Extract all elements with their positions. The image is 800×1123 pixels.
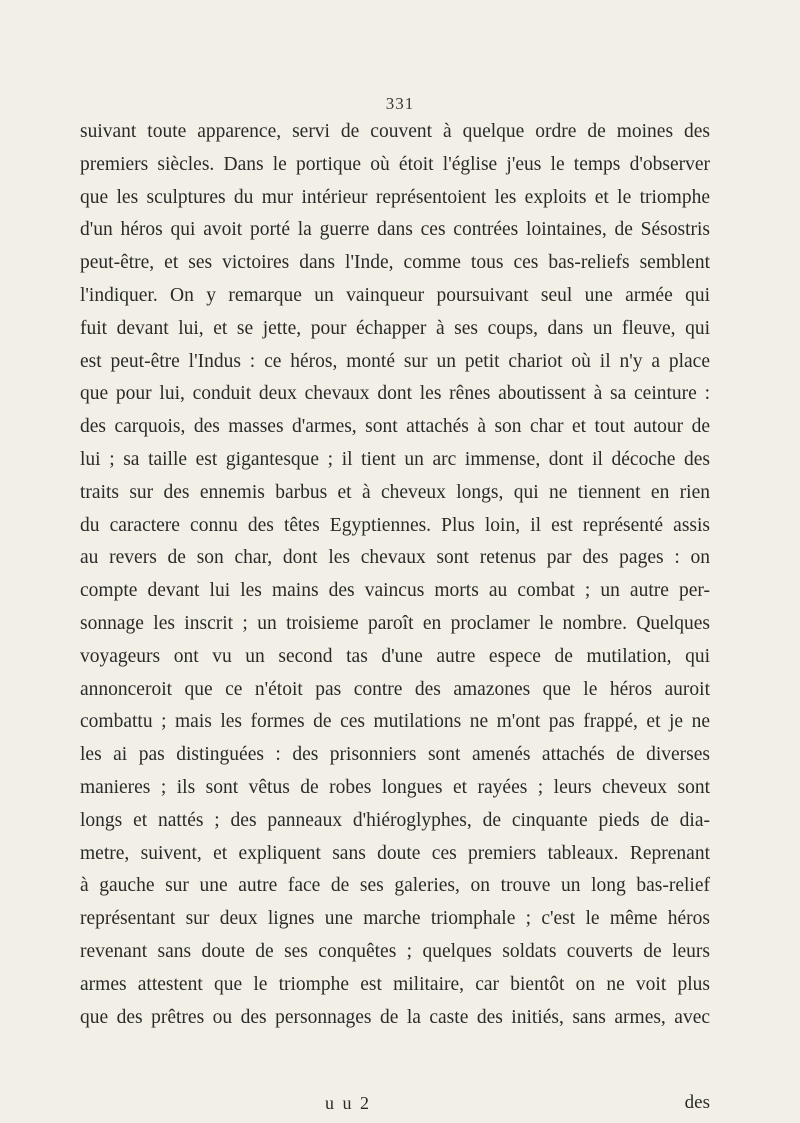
text-line: manieres ; ils sont vêtus de robes longues et rayées ; leurs cheveux sont: [80, 776, 710, 798]
text-line: compte devant lui les mains des vaincus morts au combat ; un autre per-: [80, 580, 710, 602]
text-line: metre, suivent, et expliquent sans doute ces premiers tableaux. Reprenant: [80, 842, 710, 864]
text-line: annonceroit que ce n'étoit pas contre des amazones que le héros auroit: [80, 678, 710, 700]
text-line: que les sculptures du mur intérieur représentoient les exploits et le triomphe: [80, 186, 710, 208]
text-line: que pour lui, conduit deux chevaux dont les rênes aboutissent à sa ceinture :: [80, 383, 710, 405]
text-line: voyageurs ont vu un second tas d'une autre espece de mutilation, qui: [80, 645, 710, 667]
text-line: sonnage les inscrit ; un troisieme paroît en proclamer le nombre. Quelques: [80, 612, 710, 634]
text-line: lui ; sa taille est gigantesque ; il tient un arc immense, dont il décoche des: [80, 448, 710, 470]
text-line: d'un héros qui avoit porté la guerre dans ces contrées lointaines, de Sésostris: [80, 219, 710, 241]
text-line: longs et nattés ; des panneaux d'hiéroglyphes, de cinquante pieds de dia-: [80, 809, 710, 831]
text-line: revenant sans doute de ses conquêtes ; quelques soldats couverts de leurs: [80, 940, 710, 962]
text-line: à gauche sur une autre face de ses galeries, on trouve un long bas-relief: [80, 875, 710, 897]
catchword: des: [684, 1092, 710, 1113]
text-line: suivant toute apparence, servi de couvent à quelque ordre de moines des: [80, 121, 710, 142]
text-line: l'indiquer. On y remarque un vainqueur poursuivant seul une armée qui: [80, 284, 710, 306]
text-line: premiers siècles. Dans le portique où étoit l'église j'eus le temps d'observer: [80, 153, 710, 175]
signature-mark: u u 2: [325, 1093, 371, 1113]
text-line: combattu ; mais les formes de ces mutilations ne m'ont pas frappé, et je ne: [80, 711, 710, 733]
text-line: les ai pas distinguées : des prisonniers sont amenés attachés de diverses: [80, 744, 710, 766]
text-line: peut-être, et ses victoires dans l'Inde, comme tous ces bas-reliefs semblent: [80, 252, 710, 274]
text-line: des carquois, des masses d'armes, sont attachés à son char et tout autour de: [80, 416, 710, 438]
text-line: traits sur des ennemis barbus et à cheveux longs, qui ne tiennent en rien: [80, 481, 710, 503]
text-line: que des prêtres ou des personnages de la caste des initiés, sans armes, avec: [80, 1006, 710, 1028]
text-line: est peut-être l'Indus : ce héros, monté sur un petit chariot où il n'y a place: [80, 350, 710, 372]
body-text: [80, 116, 710, 1034]
page-footer: [80, 1088, 710, 1118]
text-line: armes attestent que le triomphe est militaire, car bientôt on ne voit plus: [80, 973, 710, 995]
text-line: représentant sur deux lignes une marche triomphale ; c'est le même héros: [80, 908, 710, 930]
text-line: fuit devant lui, et se jette, pour échapper à ses coups, dans un fleuve, qui: [80, 317, 710, 339]
text-line: du caractere connu des têtes Egyptiennes. Plus loin, il est représenté assis: [80, 514, 710, 536]
page-number: 331: [385, 94, 415, 113]
text-line: au revers de son char, dont les chevaux sont retenus par des pages : on: [80, 547, 710, 569]
